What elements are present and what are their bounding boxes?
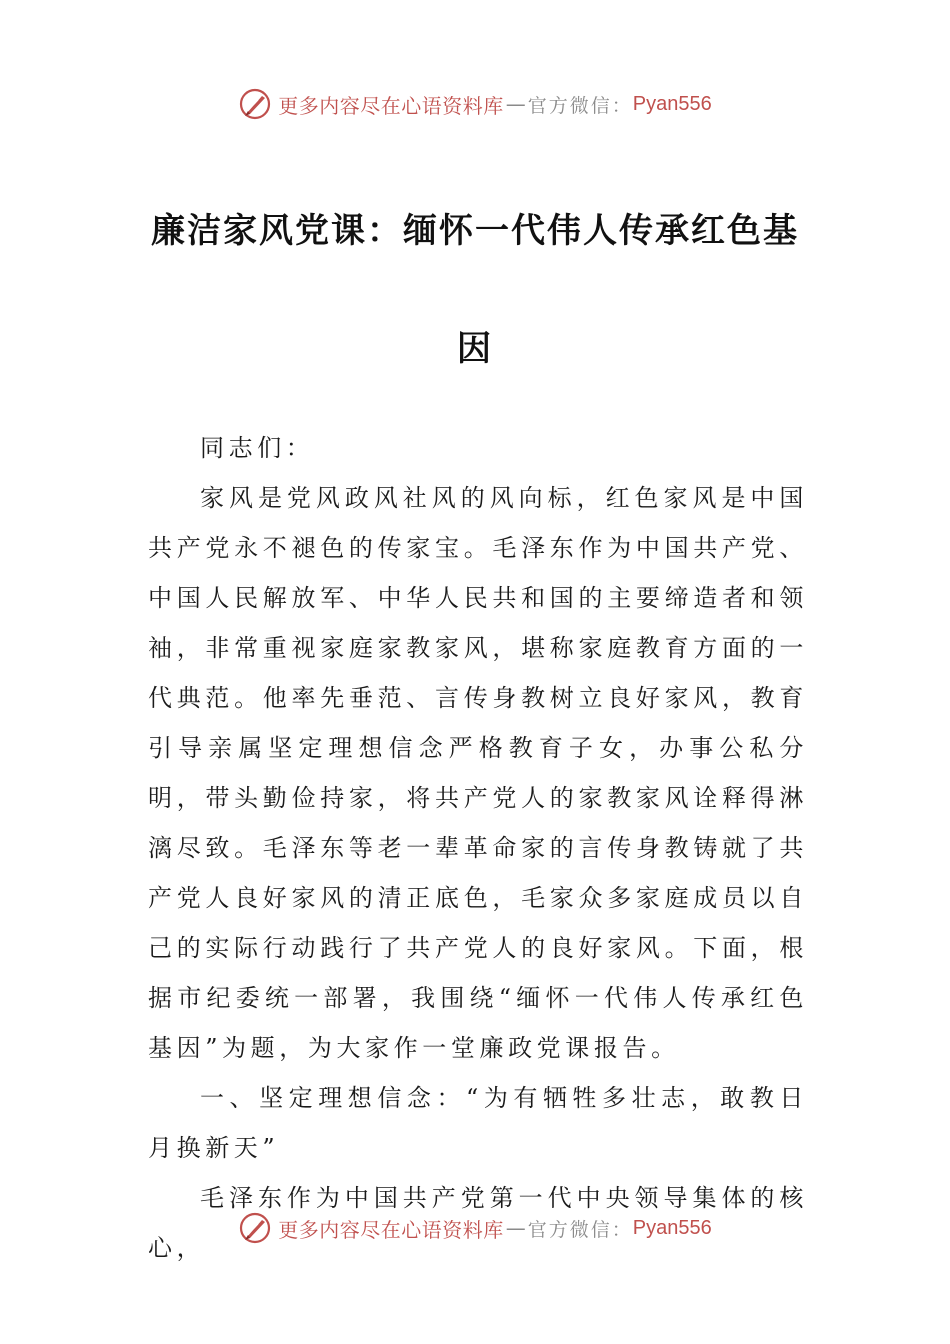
salutation-paragraph: 同志们： — [200, 434, 315, 462]
separator-dash: — — [505, 1216, 526, 1240]
body-paragraph: 毛泽东作为中国共产党第一代中央领导集体的核心， — [148, 1184, 808, 1262]
title-line-2: 因 — [457, 329, 493, 369]
intro-paragraph: 家风是党风政风社风的风向标，红色家风是中国共产党永不褪色的传家宝。毛泽东作为中国共产党、中国人民解放军、中华人民共和国的主要缔造者和领袖，非常重视家庭家教家风，堪称家庭教育方面的一代典范。他率先垂范、言传身教树立良好家风，教育引导亲属坚定理想信念严格教育子女，办事公私分明，带头勤俭持家，将共产党人的家教家风诠释得淋漓尽致。毛泽东等老一辈革命家的言传身教铸就了共产党人良好家风的清正底色，毛家众多家庭成员以自己的实际行动践行了共产党人的良好家风。下面，根据市纪委统一部署，我围绕“缅怀一代伟人传承红色基因”为题，为大家作一堂廉政党课报告。 — [148, 484, 808, 1062]
wechat-label: 官方微信： — [527, 1218, 633, 1241]
quill-pen-circle-icon — [238, 1211, 272, 1245]
wechat-id-text: Pyan556 — [632, 92, 712, 115]
quill-pen-circle-icon — [238, 87, 272, 121]
document-title — [110, 172, 840, 408]
section-heading-1: 一、坚定理想信念：“为有牺牲多壮志，敢教日月换新天” — [148, 1084, 808, 1162]
separator-dash: — — [505, 92, 526, 116]
header-watermark-banner — [0, 84, 950, 124]
wechat-label: 官方微信： — [527, 94, 633, 117]
footer-watermark-banner — [0, 1208, 950, 1248]
site-name-text: 更多内容尽在心语资料库 — [278, 93, 504, 118]
title-line-1: 廉洁家风党课：缅怀一代伟人传承红色基 — [151, 211, 799, 251]
site-name-text: 更多内容尽在心语资料库 — [278, 1217, 504, 1242]
document-body — [148, 423, 808, 1273]
wechat-id-text: Pyan556 — [632, 1216, 712, 1239]
